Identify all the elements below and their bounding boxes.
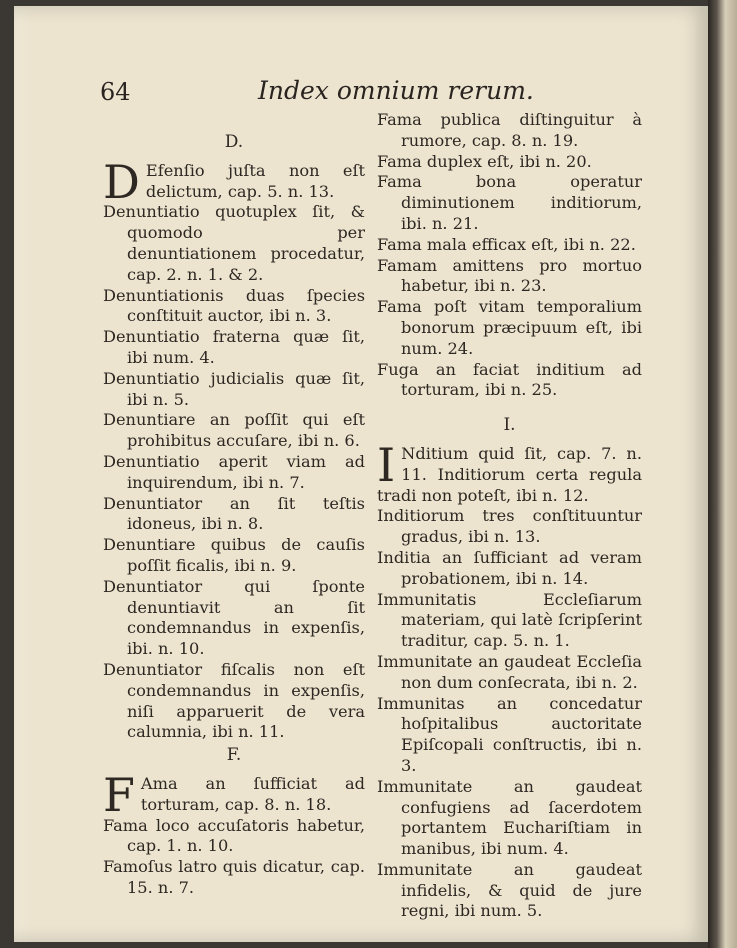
index-entry: Denuntiare quibus de cauſis poſſit ficalis, ibi n. 9.	[103, 535, 365, 575]
index-entry: Denuntiationis duas ſpecies conſtituit auctor, ibi n. 3.	[103, 285, 365, 326]
index-entry: Denuntiatio fraterna quæ ſit, ibi num. 4.	[103, 327, 365, 367]
index-entry: Famam amittens pro mortuo habetur, ibi n. 23.	[377, 255, 642, 296]
index-entry: Inditiorum tres conſtituuntur gradus, ibi n. 13.	[377, 506, 642, 547]
index-entry: Denuntiatio judicialis quæ ſit, ibi n. 5.	[103, 368, 365, 409]
drop-cap-i: I	[377, 437, 396, 492]
index-entry: Fama duplex eſt, ibi n. 20.	[377, 151, 592, 171]
section-heading-i: I.	[503, 415, 516, 436]
index-entry: Fama mala efficax eſt, ibi n. 22.	[377, 234, 636, 254]
index-entry: Fama poſt vitam temporalium bonorum præcipuum eſt, ibi num. 24.	[377, 297, 642, 358]
index-entry: Denuntiare an poſſit qui eſt prohibitus accuſare, ibi n. 6.	[103, 410, 365, 451]
index-entry-first-f	[103, 767, 365, 822]
index-entry: Denuntiator fiſcalis non eſt condemnandus in expenſis, niſi apparuerit de vera calumnia, ibi n. 11.	[103, 659, 365, 742]
index-entry-text: Nditium quid ſit, cap. 7. n. 11. Inditiorum certa regula tradi non poteſt, ibi n. 12.	[377, 443, 642, 505]
index-entry: Famoſus latro quis dicatur, cap. 15. n. 7.	[103, 857, 365, 897]
index-entry: Fuga an faciat inditium ad torturam, ibi n. 25.	[377, 359, 642, 400]
running-title: Index omnium rerum.	[258, 76, 534, 105]
index-entry-first-d	[103, 154, 365, 209]
index-entry: Denuntiatio quotuplex ſit, & quomodo per denuntiationem procedatur, cap. 2. n. 1. & 2.	[103, 202, 365, 284]
index-entry: Immunitate an gaudeat infidelis, & quid de jure regni, ibi num. 5.	[377, 859, 642, 921]
index-entry: Fama bona operatur diminutionem inditiorum, ibi. n. 21.	[377, 172, 642, 233]
index-entry: Immunitate an gaudeat Eccleſia non dum conſecrata, ibi n. 2.	[377, 651, 642, 692]
left-column	[103, 130, 365, 899]
index-entry: Immunitate an gaudeat confugiens ad ſacerdotem portantem Euchariſtiam in manibus, ibi num. 4.	[377, 776, 642, 859]
index-entry-first-i	[377, 437, 642, 506]
index-entry: Fama loco accuſatoris habetur, cap. 1. n. 10.	[103, 815, 365, 856]
index-entry-text: Efenſio juſta non eſt delictum, cap. 5. n. 13.	[145, 160, 365, 201]
index-entry: Immunitas an concedatur hoſpitalibus auctoritate Epiſcopali conſtructis, ibi n. 3.	[377, 693, 642, 775]
index-entry: Immunitatis Eccleſiarum materiam, qui latè ſcripſerint traditur, cap. 5. n. 1.	[377, 589, 642, 651]
index-entry: Inditia an ſufficiant ad veram probationem, ibi n. 14.	[377, 547, 642, 588]
right-column	[377, 110, 642, 922]
section-heading-f: F.	[226, 745, 242, 766]
index-entry: Denuntiatio aperit viam ad inquirendum, ibi n. 7.	[103, 451, 365, 492]
page-edge-shadow	[708, 0, 737, 948]
drop-cap-f: F	[103, 767, 135, 822]
index-entry: Denuntiator qui ſponte denuntiavit an ſit condemnandus in expenſis, ibi. n. 10.	[103, 576, 365, 659]
drop-cap-d: D	[103, 154, 140, 209]
index-entry: Fama publica diſtinguitur à rumore, cap. 8. n. 19.	[377, 110, 642, 150]
index-entry: Denuntiator an ſit teſtis idoneus, ibi n. 8.	[103, 493, 365, 534]
section-heading-d: D.	[224, 132, 244, 152]
index-entry-text: Ama an ſufficiat ad torturam, cap. 8. n. 18.	[140, 773, 365, 814]
page-number: 64	[100, 78, 131, 106]
running-header	[0, 70, 737, 110]
